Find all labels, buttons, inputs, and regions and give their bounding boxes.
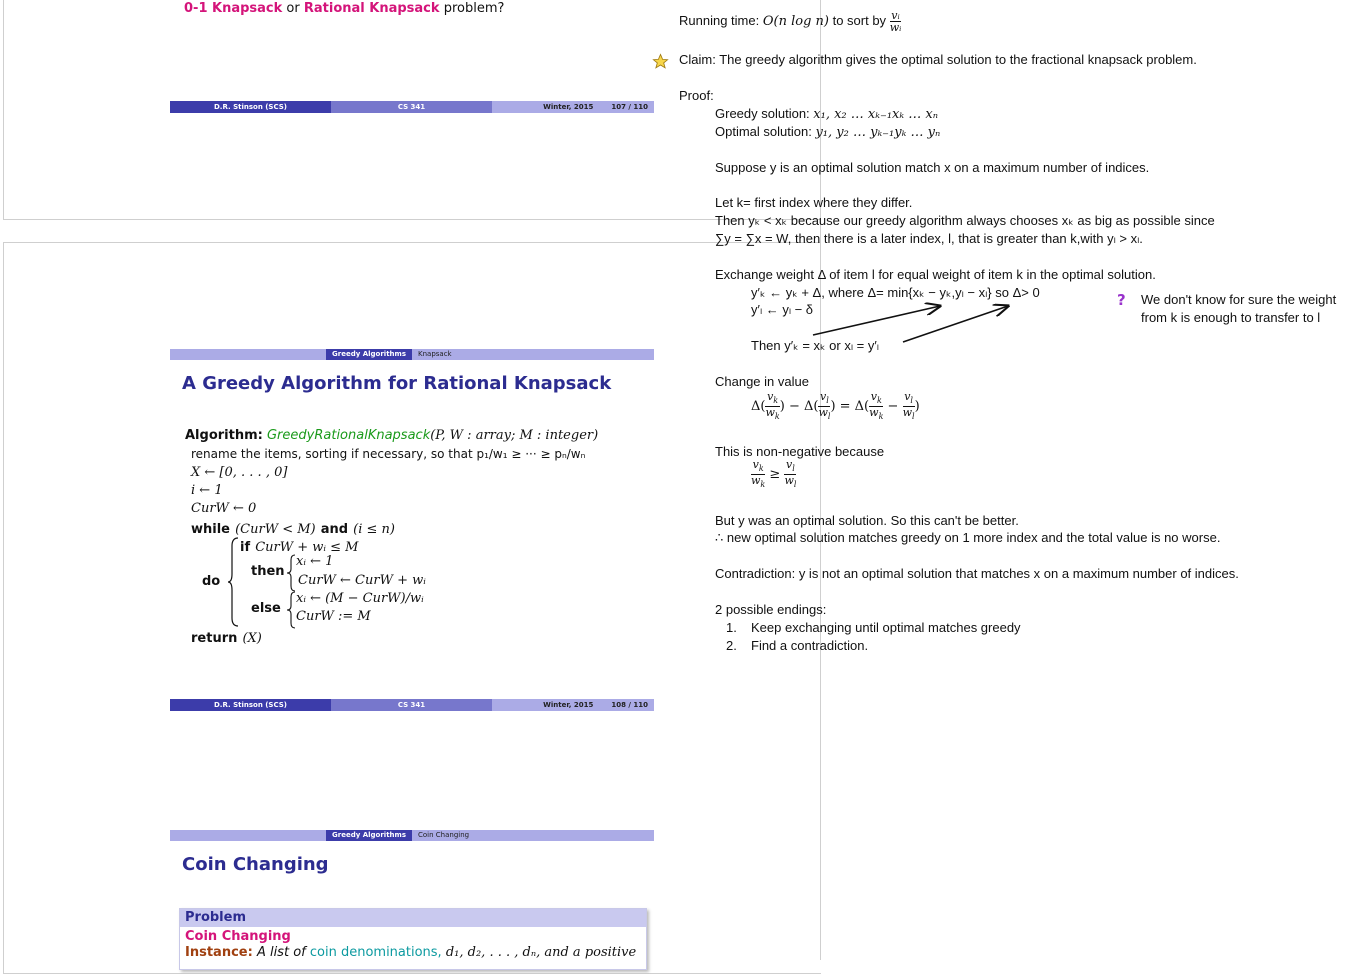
slide-107-question [184, 1, 504, 16]
while-keyword: while [191, 522, 230, 537]
instance-text-c: d₁, d₂, . . . , dₙ, and a positive [445, 945, 637, 960]
ending-2: Find a contradiction. [751, 638, 869, 653]
do-brace [226, 536, 240, 628]
greedy-solution-label: Greedy solution: [715, 106, 810, 121]
line-while [191, 518, 395, 537]
greedy-solution-math: x₁, x₂ … xₖ₋₁xₖ … xₙ [813, 107, 938, 122]
note-claim: Claim: The greedy algorithm gives the optimal solution to the fractional knapsack problem. [679, 52, 1197, 67]
instance-text-a: A list of [256, 945, 306, 960]
slide-108-footer [170, 699, 654, 711]
problem-box [179, 908, 647, 970]
running-time-label: Running time: [679, 12, 760, 28]
footer-term-page [492, 101, 654, 113]
running-time-fraction [890, 10, 902, 33]
algorithm-params: (P, W : array; M : integer) [430, 428, 599, 443]
else-brace [286, 591, 296, 629]
slide-108-title: A Greedy Algorithm for Rational Knapsack [182, 373, 612, 394]
note-endings: 2 possible endings: [715, 602, 827, 617]
and-keyword: and [320, 522, 349, 537]
footer-term: Winter, 2015 [543, 701, 594, 709]
then-line-2: CurW ← CurW + wᵢ [298, 573, 426, 588]
problem-body [180, 929, 646, 960]
line-x-init: X ← [0, . . . , 0] [191, 465, 288, 480]
footer-course: CS 341 [331, 101, 492, 113]
algorithm-name: GreedyRationalKnapsack [266, 428, 431, 443]
note-yk-update: y′ₖ ← yₖ + Δ, where Δ= min{xₖ − yₖ,yₗ − xₗ} so Δ> 0 [751, 285, 1040, 300]
slide-109-header [170, 830, 654, 841]
note-optimal-solution [715, 124, 940, 140]
algorithm-signature [185, 428, 598, 443]
note-then-1: Then yₖ < xₖ because our greedy algorithm always chooses xₖ as big as possible since [715, 213, 1215, 228]
line-i-init: i ← 1 [191, 483, 223, 498]
problem-name: Coin Changing [185, 929, 291, 944]
footer-term-page [492, 699, 654, 711]
fraction-denominator: wᵢ [889, 21, 902, 34]
note-proof: Proof: [679, 88, 714, 103]
running-time-math: O(n log n) [762, 13, 829, 29]
while-cond-2: (i ≤ n) [353, 522, 395, 537]
else-line-2: CurW := M [296, 609, 371, 624]
footer-author: D.R. Stinson (SCS) [170, 699, 331, 711]
header-section: Greedy Algorithms [326, 830, 412, 841]
return-keyword: return [191, 631, 238, 646]
slide-108-header [170, 349, 654, 360]
footer-page: 107 / 110 [611, 103, 648, 111]
else-line-1: xᵢ ← (M − CurW)/wᵢ [296, 591, 424, 606]
return-value: (X) [242, 631, 262, 646]
do-keyword: do [202, 574, 221, 589]
header-subsection: Coin Changing [418, 831, 470, 839]
if-condition: CurW + wᵢ ≤ M [255, 540, 359, 555]
ending-2-number: 2. [726, 638, 737, 653]
line-if [240, 536, 358, 555]
star-icon [652, 53, 669, 70]
note-then-2: ∑y = ∑x = W, then there is a later index, l, that is greater than k,with yₗ > xₗ. [715, 231, 1143, 246]
footer-page: 108 / 110 [611, 701, 648, 709]
note-greedy-solution [715, 106, 938, 122]
zero-one-knapsack-label: 0-1 Knapsack [184, 1, 283, 16]
instance-label: Instance: [185, 945, 253, 960]
algorithm-label: Algorithm: [185, 428, 263, 443]
else-keyword: else [251, 601, 281, 616]
problem-box-title: Problem [180, 909, 646, 927]
note-question-1: We don't know for sure the weight [1141, 292, 1337, 307]
slide-107-footer [170, 101, 654, 113]
note-nonnegative: This is non-negative because [715, 444, 885, 459]
footer-course: CS 341 [331, 699, 492, 711]
nonnegative-formula: $\frac{v_k}{w_k}$ ≥ $\frac{v_l}{w_l}$ [751, 458, 797, 490]
then-brace [286, 554, 296, 592]
instance-text-b: coin denominations, [309, 945, 442, 960]
page-divider [820, 0, 821, 960]
ending-1-number: 1. [726, 620, 737, 635]
footer-term: Winter, 2015 [543, 103, 594, 111]
slide-109-title: Coin Changing [182, 854, 329, 875]
then-line-1: xᵢ ← 1 [296, 554, 334, 569]
note-suppose: Suppose y is an optimal solution match x on a maximum number of indices. [715, 160, 1150, 175]
question-icon: ? [1117, 291, 1126, 309]
optimal-solution-label: Optimal solution: [715, 124, 812, 139]
note-then-yk: Then y′ₖ = xₖ or xₗ = y′ₗ [751, 338, 879, 353]
running-time-post: to sort by [832, 12, 887, 28]
note-running-time [679, 10, 901, 33]
note-question-2: from k is enough to transfer to l [1141, 310, 1321, 325]
then-keyword: then [251, 564, 285, 579]
if-keyword: if [240, 540, 251, 555]
note-but-y: But y was an optimal solution. So this can't be better. [715, 513, 1019, 528]
ending-1: Keep exchanging until optimal matches greedy [751, 620, 1021, 635]
note-let-k: Let k= first index where they differ. [715, 195, 913, 210]
note-exchange: Exchange weight Δ of item l for equal weight of item k in the optimal solution. [715, 267, 1156, 282]
note-change-in-value: Change in value [715, 374, 809, 389]
header-subsection: Knapsack [418, 350, 452, 358]
line-return [191, 627, 262, 646]
line-rename: rename the items, sorting if necessary, so that p₁/w₁ ≥ ··· ≥ pₙ/wₙ [191, 447, 586, 461]
note-therefore: ∴ new optimal solution matches greedy on 1 more index and the total value is no worse. [715, 530, 1221, 545]
or-label: or [286, 1, 300, 16]
rational-knapsack-label: Rational Knapsack [303, 1, 440, 16]
optimal-solution-math: y₁, y₂ … yₖ₋₁yₖ … yₙ [815, 125, 941, 140]
note-contradiction: Contradiction: y is not an optimal solution that matches x on a maximum number of indices. [715, 566, 1239, 581]
problem-label: problem? [443, 1, 505, 16]
header-section: Greedy Algorithms [326, 349, 412, 360]
change-value-formula: Δ( $\frac{v_k}{w_k}$ ) − Δ( $\frac{v_l}{w_l}$ ) = Δ( $\frac{v_k}{w_k}$ − $\frac{v_l}{w_l}$ ) [751, 390, 920, 422]
while-cond-1: (CurW < M) [235, 522, 316, 537]
footer-author: D.R. Stinson (SCS) [170, 101, 331, 113]
line-curw-init: CurW ← 0 [191, 501, 257, 516]
instance-line [185, 945, 646, 960]
note-yl-update: y′ₗ ← yₗ − δ [751, 302, 814, 317]
fraction-numerator: vᵢ [891, 9, 900, 22]
